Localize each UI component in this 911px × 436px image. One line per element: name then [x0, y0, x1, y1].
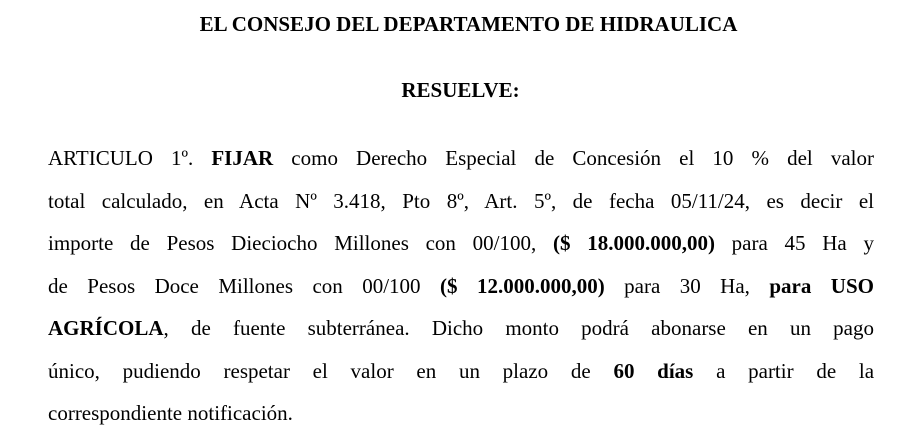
- deadline: 60 días: [613, 358, 694, 383]
- article-line: [48, 350, 874, 393]
- article-line: [48, 222, 874, 265]
- text-run: total calculado, en Acta Nº 3.418, Pto 8º, Art. 5º, de fecha 05/11/24, es decir el: [48, 188, 874, 213]
- article-line: [48, 265, 874, 308]
- article-paragraph: [48, 137, 874, 435]
- article-line: [48, 180, 874, 223]
- article-label: ARTICULO 1º.: [48, 146, 212, 170]
- text-run: correspondiente notificación.: [48, 401, 293, 425]
- article-line: [48, 307, 874, 350]
- council-heading: EL CONSEJO DEL DEPARTAMENTO DE HIDRAULICA: [199, 12, 738, 36]
- text-run: importe de Pesos Dieciocho Millones con 00/100,: [48, 231, 553, 255]
- text-run: , de fuente subterránea. Dicho monto podrá abonarse en un pago: [163, 316, 874, 340]
- text-run: único, pudiendo respetar el valor en un plazo de: [48, 358, 614, 383]
- text-run: para 45 Ha y: [714, 231, 874, 255]
- text-run: para 30 Ha,: [604, 273, 770, 298]
- use-type: para USO: [769, 273, 874, 298]
- text-run: como Derecho Especial de Concesión el 10 % del valor: [273, 146, 874, 170]
- amount-30ha: ($ 12.000.000,00): [440, 273, 605, 298]
- bold-term: FIJAR: [211, 146, 274, 170]
- article-line: [48, 392, 874, 435]
- use-type: AGRÍCOLA: [48, 316, 164, 340]
- text-run: de Pesos Doce Millones con 00/100: [48, 273, 440, 298]
- article-line: [48, 137, 874, 180]
- text-run: a partir de la: [693, 358, 874, 383]
- amount-45ha: ($ 18.000.000,00): [552, 231, 715, 255]
- resolves-heading: RESUELVE:: [401, 78, 520, 102]
